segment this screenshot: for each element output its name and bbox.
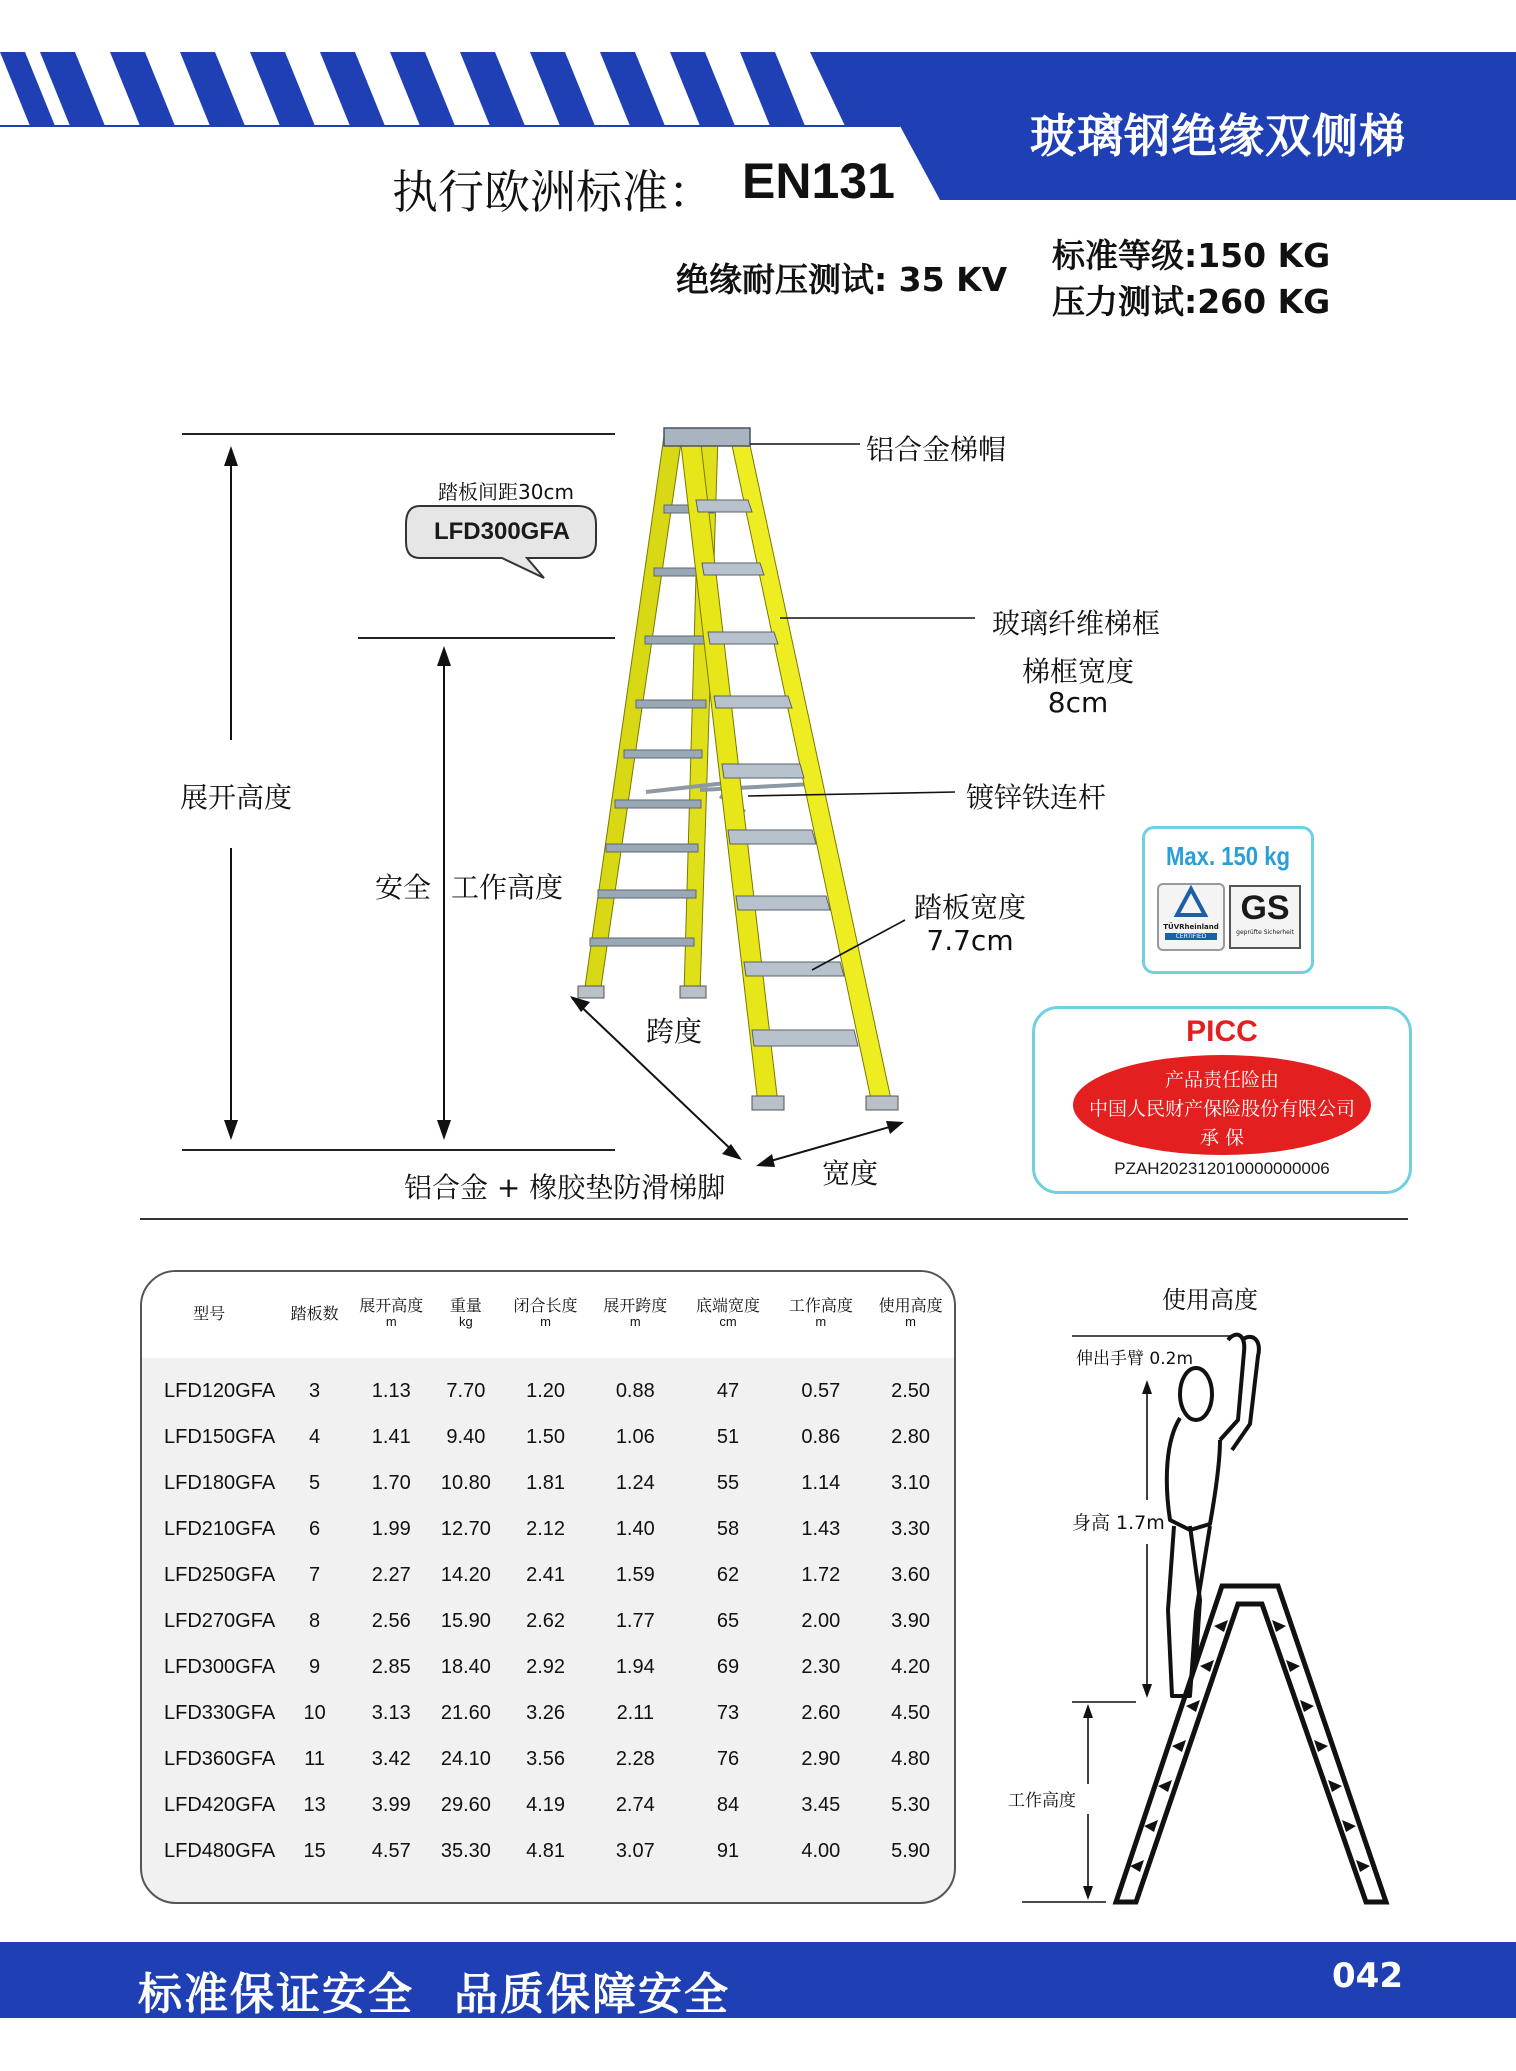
table-cell-model: LFD300GFA: [164, 1655, 276, 1678]
table-row: [142, 1828, 954, 1874]
picc-title: PICC: [1186, 1015, 1258, 1048]
table-cell: 0.88: [615, 1379, 655, 1402]
tuv-triangle-icon: [1159, 885, 1223, 919]
picc-insurance-badge: [1032, 1006, 1412, 1194]
table-row: [142, 1782, 954, 1828]
table-cell: 6: [309, 1517, 321, 1540]
table-cell: 2.00: [801, 1609, 841, 1632]
table-cell: 1.43: [801, 1517, 841, 1540]
table-cell: 3.07: [615, 1839, 655, 1862]
picc-line1: 产品责任险由: [1164, 1069, 1279, 1091]
table-cell: 1.24: [615, 1471, 655, 1494]
table-cell: 3.56: [526, 1747, 566, 1770]
spec-table-panel: [140, 1270, 956, 1904]
table-row: [142, 1690, 954, 1736]
table-cell: 73: [716, 1701, 740, 1724]
usage-diagram-title: 使用高度: [1162, 1286, 1258, 1314]
usage-working-height-label: 工作高度: [1008, 1791, 1076, 1811]
frame-label: 玻璃纤维梯框: [992, 607, 1161, 640]
product-title: 玻璃钢绝缘双侧梯: [1030, 109, 1406, 163]
step-spacing-caption: 踏板间距30cm: [438, 480, 574, 504]
table-cell: 15: [303, 1839, 326, 1862]
table-row: [142, 1506, 954, 1552]
table-cell: 65: [716, 1609, 740, 1632]
body-height-arrow: [1142, 1380, 1152, 1698]
extended-height-label: 展开高度: [180, 781, 293, 814]
table-cell: 11: [304, 1747, 325, 1770]
span-label: 跨度: [646, 1015, 703, 1048]
gs-subtext: geprüfte Sicherheit: [1236, 929, 1294, 936]
standard-grade-spec: 标准等级:150 KG: [1052, 236, 1331, 275]
table-cell: 2.80: [891, 1425, 931, 1448]
table-cell: 58: [716, 1517, 740, 1540]
table-cell: 4.57: [371, 1839, 411, 1862]
picc-red-oval: [1073, 1055, 1371, 1155]
header-model: 型号: [193, 1305, 226, 1323]
table-cell: 1.99: [371, 1517, 411, 1540]
table-cell: 5.30: [891, 1793, 931, 1816]
header-base-width: 底端宽度 cm: [696, 1298, 761, 1329]
usage-ladder: [1116, 1586, 1386, 1902]
table-cell: 3: [309, 1379, 321, 1402]
table-cell-model: LFD330GFA: [164, 1701, 276, 1724]
table-cell: 13: [303, 1793, 326, 1816]
table-cell: 2.60: [801, 1701, 841, 1724]
table-cell: 2.90: [801, 1747, 841, 1770]
table-cell-model: LFD250GFA: [164, 1563, 276, 1586]
gs-text: GS: [1240, 889, 1290, 927]
table-cell: 1.77: [615, 1609, 655, 1632]
table-cell: 24.10: [440, 1747, 491, 1770]
standard-value: EN131: [742, 153, 895, 209]
tuv-mark: [1157, 883, 1225, 951]
table-cell: 2.74: [615, 1793, 655, 1816]
table-cell: 7.70: [446, 1379, 486, 1402]
table-cell: 1.20: [526, 1379, 566, 1402]
table-cell: 3.45: [801, 1793, 841, 1816]
usage-height-diagram: [1000, 1310, 1420, 1910]
table-cell: 3.10: [891, 1471, 931, 1494]
working-height-arrow: [437, 646, 451, 1140]
pressure-test-spec: 压力测试:260 KG: [1052, 282, 1331, 321]
table-cell: 7: [309, 1563, 321, 1586]
table-cell: 9: [309, 1655, 321, 1678]
table-cell-model: LFD360GFA: [164, 1747, 276, 1770]
table-cell: 1.94: [615, 1655, 655, 1678]
table-cell: 4.80: [891, 1747, 931, 1770]
footer-slogan-1: 标准保证安全: [138, 1969, 414, 2020]
table-row: [142, 1368, 954, 1414]
table-cell: 2.12: [526, 1517, 566, 1540]
table-cell: 55: [716, 1471, 740, 1494]
gs-mark: [1229, 885, 1301, 949]
table-cell: 1.13: [371, 1379, 411, 1402]
table-cell: 2.41: [526, 1563, 566, 1586]
footer-slogan-2: 品质保障安全: [454, 1969, 730, 2020]
table-cell: 4.50: [891, 1701, 931, 1724]
table-row: [142, 1460, 954, 1506]
table-cell: 84: [716, 1793, 740, 1816]
table-row: [142, 1414, 954, 1460]
table-cell: 4: [309, 1425, 321, 1448]
table-cell: 5.90: [891, 1839, 931, 1862]
table-cell-model: LFD210GFA: [164, 1517, 276, 1540]
table-cell: 2.28: [615, 1747, 655, 1770]
table-cell: 3.99: [371, 1793, 411, 1816]
usage-working-height-arrow: [1083, 1704, 1093, 1900]
step-width-label: 踏板宽度: [913, 891, 1026, 924]
table-cell: 0.57: [801, 1379, 841, 1402]
table-cell: 18.40: [440, 1655, 491, 1678]
working-height-label: 工作高度: [451, 871, 564, 904]
table-cell: 5: [309, 1471, 321, 1494]
safe-label: 安全: [375, 871, 432, 904]
table-cell: 47: [716, 1379, 740, 1402]
tuv-certified: CERTIFIED: [1165, 933, 1217, 940]
table-cell: 91: [716, 1839, 740, 1862]
table-cell: 1.81: [526, 1471, 566, 1494]
table-cell-model: LFD120GFA: [164, 1379, 276, 1402]
table-cell: 1.06: [615, 1425, 655, 1448]
table-cell: 1.14: [801, 1471, 841, 1494]
picc-line2: 中国人民财产保险股份有限公司: [1088, 1098, 1355, 1120]
table-cell: 2.56: [371, 1609, 411, 1632]
table-cell: 10.80: [440, 1471, 491, 1494]
brace-label: 镀锌铁连杆: [966, 781, 1107, 814]
person-figure: [1167, 1335, 1259, 1696]
header-use-height: 使用高度 m: [878, 1298, 943, 1329]
table-cell: 76: [716, 1747, 740, 1770]
picc-policy-number: PZAH202312010000000006: [1114, 1159, 1330, 1178]
header-extended-height: 展开高度 m: [359, 1298, 424, 1329]
spec-table-body: [142, 1356, 954, 1874]
table-cell: 2.92: [526, 1655, 566, 1678]
header-steps: 踏板数: [290, 1305, 339, 1323]
table-cell: 1.72: [801, 1563, 841, 1586]
table-cell: 3.42: [371, 1747, 411, 1770]
table-row: [142, 1644, 954, 1690]
table-cell: 2.62: [526, 1609, 566, 1632]
table-cell-model: LFD150GFA: [164, 1425, 276, 1448]
bubble-model-label: LFD300GFA: [433, 518, 571, 545]
body-height-label: 身高 1.7m: [1072, 1512, 1165, 1534]
table-cell: 9.40: [446, 1425, 486, 1448]
header-closed-length: 闭合长度 m: [513, 1298, 578, 1329]
width-label: 宽度: [822, 1157, 879, 1190]
table-cell: 2.27: [371, 1563, 411, 1586]
table-cell: 1.41: [371, 1425, 411, 1448]
step-width-value: 7.7cm: [926, 924, 1014, 957]
table-cell: 2.85: [371, 1655, 411, 1678]
header-weight: 重量 kg: [449, 1298, 482, 1329]
table-cell: 3.60: [891, 1563, 931, 1586]
frame-width-label: 梯框宽度: [1021, 655, 1134, 688]
tuv-text: TÜVRheinland: [1163, 923, 1219, 931]
table-cell: 2.11: [616, 1701, 655, 1724]
table-cell: 4.20: [891, 1655, 931, 1678]
spec-table-header-row: [142, 1272, 954, 1356]
table-cell: 4.00: [801, 1839, 841, 1862]
section-divider: [140, 1218, 1408, 1220]
page-number: 042: [1332, 1956, 1403, 1996]
table-cell: 3.13: [371, 1701, 411, 1724]
table-cell: 12.70: [440, 1517, 491, 1540]
certification-badge: [1142, 826, 1314, 974]
table-cell: 8: [309, 1609, 321, 1632]
table-row: [142, 1736, 954, 1782]
table-cell-model: LFD270GFA: [164, 1609, 276, 1632]
table-cell: 21.60: [440, 1701, 491, 1724]
table-cell: 1.59: [615, 1563, 655, 1586]
feet-label: 铝合金 + 橡胶垫防滑梯脚: [404, 1171, 726, 1204]
arm-reach-label: 伸出手臂 0.2m: [1076, 1349, 1193, 1369]
table-cell: 1.50: [526, 1425, 566, 1448]
table-row: [142, 1598, 954, 1644]
table-cell: 3.90: [891, 1609, 931, 1632]
cap-label: 铝合金梯帽: [866, 433, 1007, 466]
table-cell: 35.30: [440, 1839, 491, 1862]
table-cell: 3.26: [526, 1701, 566, 1724]
table-cell: 62: [716, 1563, 740, 1586]
table-cell: 1.70: [371, 1471, 411, 1494]
table-cell: 51: [716, 1425, 740, 1448]
table-cell: 4.81: [526, 1839, 566, 1862]
table-cell: 0.86: [801, 1425, 841, 1448]
table-cell-model: LFD180GFA: [164, 1471, 276, 1494]
max-load-label: Max. 150 kg: [1165, 841, 1291, 871]
table-cell: 15.90: [440, 1609, 491, 1632]
header-span: 展开跨度 m: [603, 1298, 668, 1329]
table-row: [142, 1552, 954, 1598]
table-cell-model: LFD420GFA: [164, 1793, 276, 1816]
insulation-test-spec: 绝缘耐压测试: 35 KV: [676, 260, 1008, 299]
frame-width-value: 8cm: [1047, 686, 1109, 719]
table-cell: 69: [716, 1655, 740, 1678]
table-cell: 14.20: [440, 1563, 491, 1586]
table-cell: 2.50: [891, 1379, 931, 1402]
table-cell-model: LFD480GFA: [164, 1839, 276, 1862]
table-cell: 4.19: [526, 1793, 566, 1816]
spec-table: [142, 1272, 954, 1874]
standard-label: 执行欧洲标准：: [392, 165, 714, 219]
header-working-height: 工作高度 m: [788, 1298, 853, 1329]
table-cell: 29.60: [440, 1793, 491, 1816]
picc-line3: 承 保: [1199, 1127, 1245, 1149]
table-cell: 2.30: [801, 1655, 841, 1678]
table-cell: 3.30: [891, 1517, 931, 1540]
table-cell: 1.40: [615, 1517, 655, 1540]
table-cell: 10: [303, 1701, 326, 1724]
